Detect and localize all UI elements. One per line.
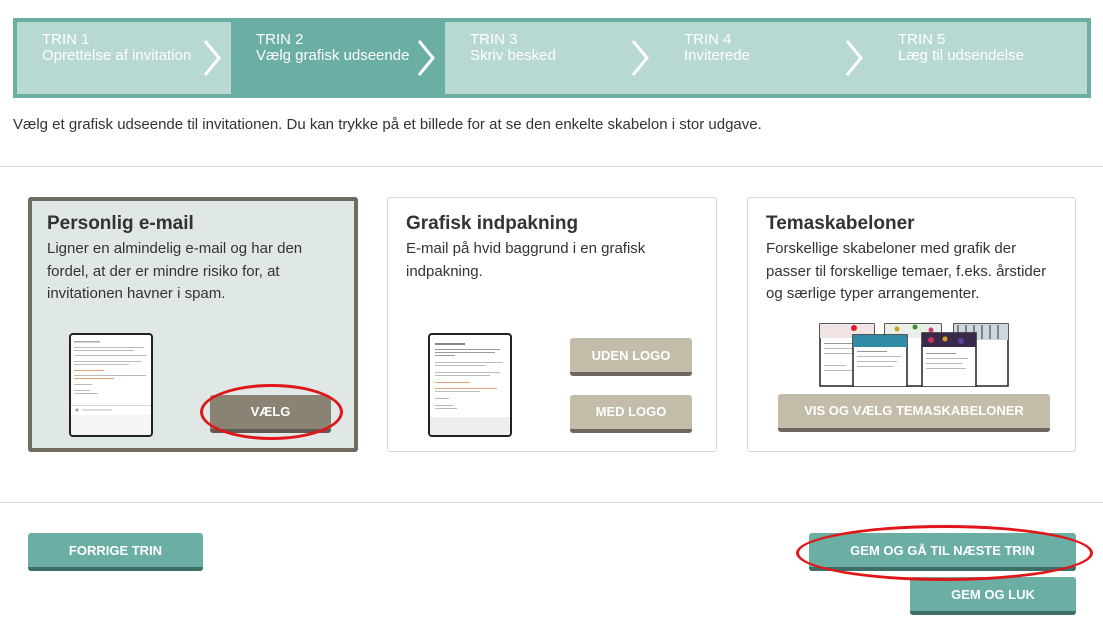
with-logo-button[interactable]: MED LOGO [570,395,692,433]
show-theme-templates-button[interactable]: VIS OG VÆLG TEMASKABELONER [778,394,1050,432]
card-description: Forskellige skabeloner med grafik der passer til forskellige temaer, f.eks. årstider og særlige typer arrangementer. [766,240,1047,302]
card-title: Temaskabeloner [766,213,915,234]
step-4[interactable] [659,22,873,94]
step-2-number: TRIN 2 [256,31,304,48]
card-description: Ligner en almindelig e-mail og har den fordel, at der er mindre risiko for, at invitationen havner i spam. [47,240,303,302]
step-5[interactable] [873,22,1087,94]
step-5-number: TRIN 5 [898,31,946,48]
choose-button[interactable]: VÆLG [210,395,331,433]
step-5-label: Læg til udsendelse [898,47,1024,64]
step-2-active[interactable] [231,22,445,94]
intro-text: Vælg et grafisk udseende til invitationen. Du kan trykke på et billede for at se den enkelte skabelon i stor udgave. [13,116,762,133]
step-1-number: TRIN 1 [42,31,90,48]
step-4-number: TRIN 4 [684,31,732,48]
save-and-close-button[interactable]: GEM OG LUK [910,577,1076,615]
chevron-right-icon [201,38,223,78]
theme-templates-preview-image[interactable] [819,323,1009,387]
step-1-label: Oprettelse af invitation [42,47,192,64]
card-title: Grafisk indpakning [406,213,579,234]
progress-stepper [13,18,1091,98]
step-1[interactable] [17,22,231,94]
previous-step-button[interactable]: FORRIGE TRIN [28,533,203,571]
template-card-themes[interactable] [747,197,1076,452]
step-2-label: Vælg grafisk udseende [256,47,410,64]
step-3-label: Skriv besked [470,47,556,64]
chevron-right-icon [415,38,437,78]
template-card-graphic[interactable] [387,197,717,452]
email-preview-image [71,335,151,435]
chevron-right-icon [843,38,865,78]
template-card-personal[interactable] [28,197,358,452]
template-preview-thumbnail[interactable] [69,333,153,437]
card-title: Personlig e-mail [47,213,194,234]
email-preview-image [430,335,510,435]
card-description: E-mail på hvid baggrund i en grafisk indpakning. [406,240,646,280]
save-and-next-step-button[interactable]: GEM OG GÅ TIL NÆSTE TRIN [809,533,1076,571]
template-preview-thumbnail[interactable] [428,333,512,437]
step-3[interactable] [445,22,659,94]
chevron-right-icon [629,38,651,78]
step-3-number: TRIN 3 [470,31,518,48]
divider [0,166,1103,167]
step-4-label: Inviterede [684,47,750,64]
divider [0,502,1103,503]
without-logo-button[interactable]: UDEN LOGO [570,338,692,376]
